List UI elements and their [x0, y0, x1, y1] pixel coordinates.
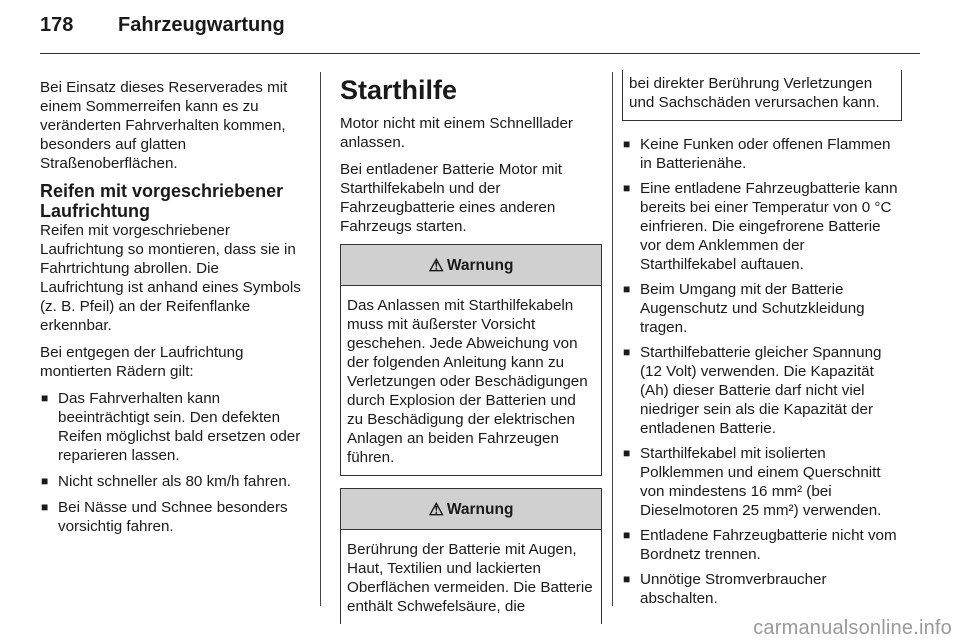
column-right — [622, 70, 902, 614]
list-item: ■ Starthilfekabel mit isolierten Polklemmen und einem Querschnitt von mindestens 16 mm² (bei Dieselmotoren 25 mm²) verwenden. — [622, 444, 902, 520]
list-item: ■ Das Fahrverhalten kann beeinträchtigt sein. Den defekten Reifen möglichst bald ersetzen oder reparieren lassen. — [40, 389, 306, 465]
header-rule — [40, 53, 920, 54]
section-heading: Reifen mit vorgeschriebener Laufrichtung — [40, 181, 284, 221]
list-item: ■ Keine Funken oder offenen Flammen in Batterienähe. — [622, 135, 902, 173]
list-item: ■ Entladene Fahrzeugbatterie nicht vom Bordnetz trennen. — [622, 526, 902, 564]
column-divider — [612, 72, 613, 606]
bullet-list — [40, 389, 306, 536]
chapter-title: Fahrzeugwartung — [118, 14, 285, 36]
page-number: 178 — [40, 14, 74, 36]
page-header — [40, 14, 285, 37]
paragraph: Bei entladener Batterie Motor mit Starthilfekabeln und der Fahrzeugbatterie eines anderen Fahrzeugs starten. — [340, 161, 563, 235]
list-item: ■ Beim Umgang mit der Batterie Augenschutz und Schutzkleidung tragen. — [622, 280, 902, 337]
paragraph: Motor nicht mit einem Schnelllader anlassen. — [340, 115, 573, 151]
list-item: ■ Nicht schneller als 80 km/h fahren. — [40, 472, 306, 491]
column-left — [40, 78, 306, 543]
column-middle — [340, 75, 602, 624]
warning-triangle-icon: ⚠ — [428, 255, 444, 275]
paragraph: Bei entgegen der Laufrichtung montierten Rädern gilt: — [40, 344, 244, 380]
warning-title: Warnung — [446, 256, 514, 274]
intro-paragraph: Bei Einsatz dieses Reserverades mit einem Sommerreifen kann es zu veränderten Fahrverhalten kommen, besonders auf glatten Straßenoberflächen. — [40, 79, 288, 172]
warning-title: Warnung — [446, 500, 514, 518]
column-divider — [320, 72, 321, 606]
warning-box — [340, 244, 602, 476]
warning-box — [340, 488, 602, 624]
list-item: ■ Unnötige Stromverbraucher abschalten. — [622, 570, 902, 608]
watermark: carmanualsonline.info — [753, 617, 952, 639]
section-title: Starthilfe — [340, 75, 458, 105]
warning-text: Berührung der Batterie mit Augen, Haut, Textilien und lackierten Oberflächen vermeiden. Die Batterie enthält Schwefelsäure, die — [347, 541, 593, 615]
list-item: ■ Starthilfebatterie gleicher Spannung (12 Volt) verwenden. Die Kapazität (Ah) dieser Batterie darf nicht viel niedriger sein als die Kapazität der entladenen Batterie. — [622, 343, 902, 438]
warning-header — [341, 245, 601, 286]
bullet-list — [622, 135, 902, 608]
warning-header — [341, 489, 601, 530]
paragraph: Reifen mit vorgeschriebener Laufrichtung so montieren, dass sie in Fahrtrichtung abrollen. Die Laufrichtung ist anhand eines Symbols (z. B. Pfeil) an der Reifenflanke erkennbar. — [40, 222, 301, 334]
warning-text: Das Anlassen mit Starthilfekabeln muss mit äußerster Vorsicht geschehen. Jede Abweichung von der folgenden Anleitung kann zu Verletzungen oder Beschädigungen durch Explosion der Batterien und zu Beschädigung der elektrischen Anlagen an beiden Fahrzeugen führen. — [347, 297, 588, 466]
warning-triangle-icon: ⚠ — [428, 499, 444, 519]
warning-continuation: bei direkter Berührung Verletzungen und Sachschäden verursachen kann. — [622, 70, 902, 121]
list-item: ■ Bei Nässe und Schnee besonders vorsichtig fahren. — [40, 498, 306, 536]
list-item: ■ Eine entladene Fahrzeugbatterie kann bereits bei einer Temperatur von 0 °C einfrieren. Die eingefrorene Batterie vor dem Anklemmen der Starthilfekabel auftauen. — [622, 179, 902, 274]
